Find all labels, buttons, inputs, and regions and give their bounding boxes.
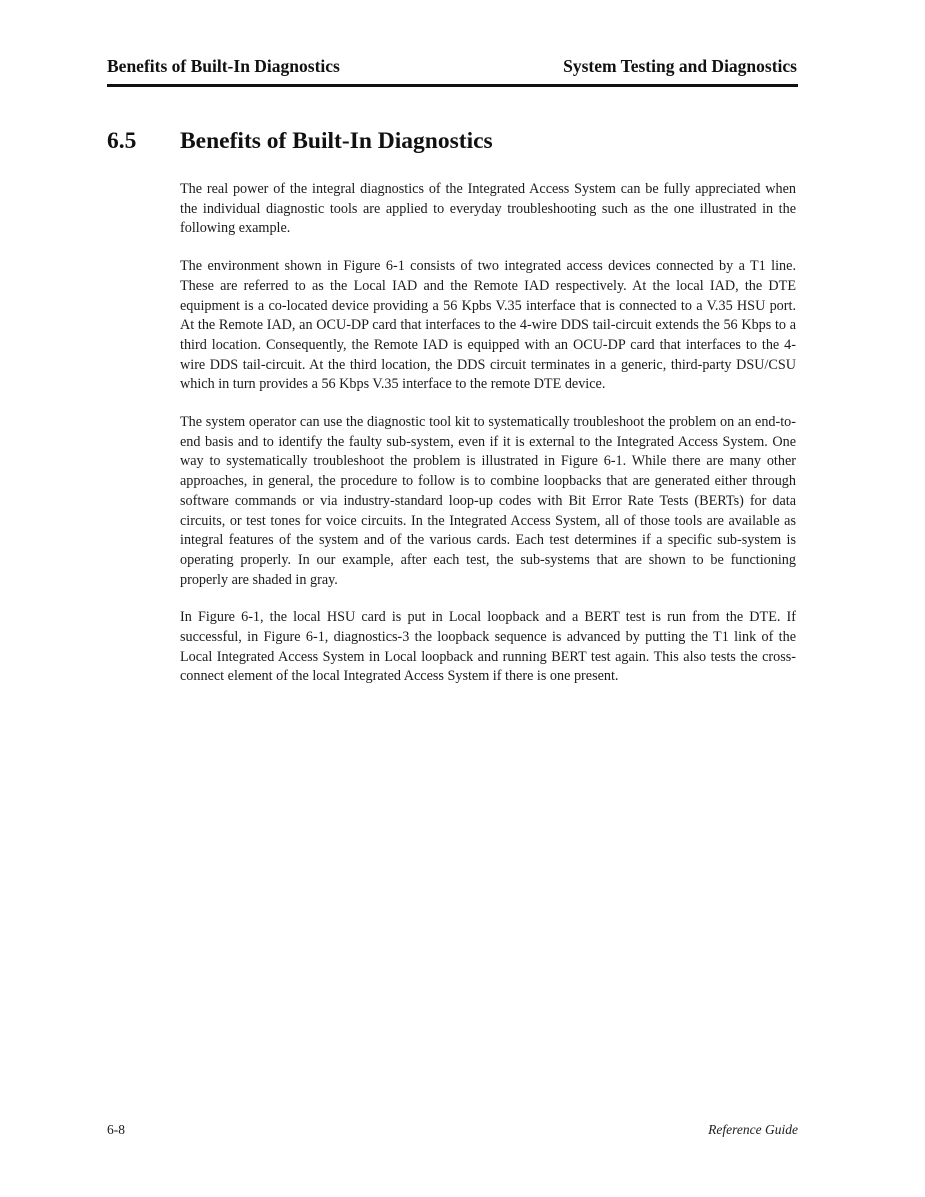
page-number: 6-8 (107, 1122, 125, 1137)
header-right-title: System Testing and Diagnostics (563, 56, 797, 76)
paragraph-environment: The environment shown in Figure 6-1 consists of two integrated access devices connected by a T1 line. These are referred to as the Local IAD and the Remote IAD respectively. At the local IAD, the DTE equipment is a co-located device providing a 56 Kpbs V.35 interface that is connected to a V.35 HSU port. At the Remote IAD, an OCU-DP card that interfaces to the 4-wire DDS tail-circuit extends the 56 Kbps to a third location. Consequently, the Remote IAD is equipped with an OCU-DP card that interfaces to the 4-wire DDS tail-circuit. At the third location, the DDS circuit terminates in a generic, third-party DSU/CSU which in turn provides a 56 Kbps V.35 interface to the remote DTE device. (180, 258, 796, 393)
paragraph-diagnostic-toolkit: The system operator can use the diagnostic tool kit to systematically troubleshoot the problem on an end-to-end basis and to identify the faulty sub-system, even if it is external to the Integrated Access System. One way to systematically troubleshoot the problem is illustrated in Figure 6-1. While there are many other approaches, in general, the procedure to follow is to combine loopbacks that are generated either through software commands or via industry-standard loop-up codes with Bit Error Rate Tests (BERTs) for data circuits, or test tones for voice circuits. In the Integrated Access System, all of those tools are available as integral features of the system and of the various cards. Each test determines if a specific sub-system is operating properly. In our example, after each test, the sub-systems that are shown to be functioning properly are shaded in gray. (180, 414, 796, 588)
section-number: 6.5 (107, 128, 137, 154)
paragraph-intro: The real power of the integral diagnostics of the Integrated Access System can be fully appreciated when the individual diagnostic tools are applied to everyday troubleshooting such as the one illustrated in the following example. (180, 181, 796, 237)
paragraph-loopback-sequence: In Figure 6-1, the local HSU card is put in Local loopback and a BERT test is run from the DTE. If successful, in Figure 6-1, diagnostics-3 the loopback sequence is advanced by putting the T1 link of the Local Integrated Access System in Local loopback and running BERT test again. This also tests the cross-connect element of the local Integrated Access System if there is one present. (180, 609, 796, 685)
running-footer (107, 1122, 798, 1138)
section-title: Benefits of Built-In Diagnostics (180, 128, 493, 154)
header-left-title: Benefits of Built-In Diagnostics (107, 56, 340, 76)
body-text (180, 180, 796, 705)
footer-doc-title: Reference Guide (708, 1122, 798, 1137)
header-rule (107, 84, 798, 87)
running-header (107, 56, 797, 77)
section-heading (107, 128, 797, 155)
